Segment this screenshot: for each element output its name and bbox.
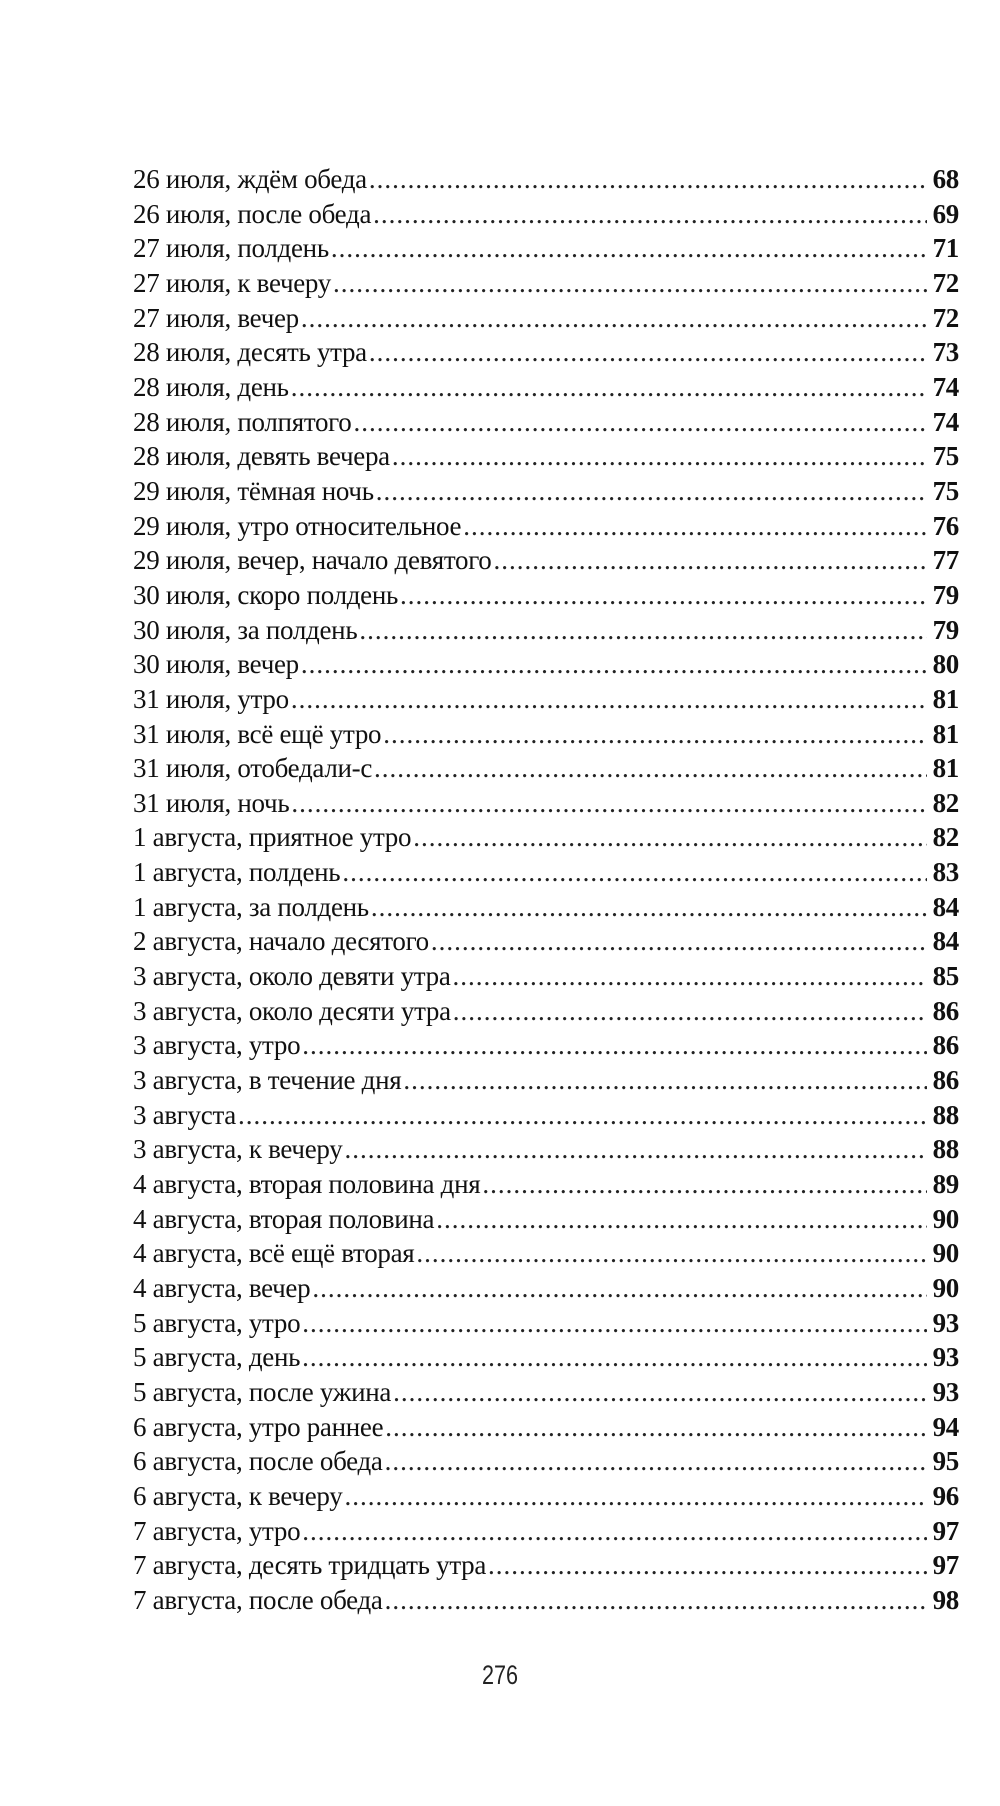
toc-entry-page: 79 [932, 614, 959, 645]
toc-entry [133, 717, 959, 752]
toc-dot-leader [376, 474, 927, 509]
toc-entry-title: 28 июля, день [133, 371, 289, 402]
toc-dot-leader [393, 1375, 927, 1410]
toc-dot-leader [488, 1548, 927, 1583]
toc-entry [133, 301, 959, 336]
toc-dot-leader [342, 855, 927, 890]
toc-entry-title: 6 августа, к вечеру [133, 1480, 343, 1511]
toc-entry-title: 3 августа [133, 1099, 236, 1130]
toc-entry [133, 1306, 959, 1341]
toc-entry-page: 72 [932, 267, 959, 298]
toc-entry-title: 5 августа, утро [133, 1307, 301, 1338]
toc-dot-leader [302, 1340, 927, 1375]
toc-dot-leader [453, 959, 927, 994]
toc-entry-page: 93 [932, 1376, 959, 1407]
toc-entry-page: 68 [932, 164, 959, 194]
toc-entry-title: 2 августа, начало десятого [133, 926, 429, 957]
toc-dot-leader [482, 1167, 927, 1202]
page-number: 276 [481, 1660, 519, 1690]
toc-entry-title: 1 августа, приятное утро [133, 822, 412, 853]
toc-entry-page: 97 [932, 1515, 959, 1546]
toc-entry [133, 1514, 959, 1549]
toc-entry-page: 90 [932, 1273, 959, 1303]
toc-entry-page: 85 [932, 961, 959, 992]
toc-entry [133, 231, 959, 266]
toc-entry-page: 86 [932, 995, 959, 1026]
toc-entry-title: 30 июля, за полдень [133, 614, 358, 645]
toc-entry [133, 1202, 959, 1237]
toc-entry-title: 6 августа, утро раннее [133, 1411, 384, 1442]
toc-entry-page: 86 [932, 1030, 959, 1061]
toc-dot-leader [291, 682, 927, 717]
toc-entry-page: 97 [932, 1550, 959, 1581]
toc-dot-leader [413, 820, 927, 855]
toc-entry-page: 82 [932, 822, 959, 853]
toc-dot-leader [385, 1583, 927, 1618]
toc-entry [133, 751, 959, 786]
toc-entry-title: 1 августа, полдень [133, 857, 341, 888]
toc-entry [133, 509, 959, 544]
toc-dot-leader [359, 613, 927, 648]
toc-entry [133, 1063, 959, 1098]
toc-entry-title: 4 августа, вторая половина дня [133, 1169, 481, 1200]
toc-entry [133, 439, 959, 474]
toc-entry-title: 3 августа, к вечеру [133, 1134, 343, 1165]
toc-entry-page: 74 [932, 371, 959, 402]
toc-dot-leader [312, 1271, 927, 1306]
toc-entry-title: 28 июля, девять вечера [133, 441, 390, 472]
toc-entry [133, 543, 959, 578]
toc-dot-leader [383, 717, 927, 752]
toc-entry-page: 94 [932, 1411, 959, 1442]
toc-entry-title: 30 июля, вечер [133, 649, 299, 680]
toc-entry-page: 84 [932, 926, 959, 957]
toc-entry-page: 75 [932, 475, 959, 506]
toc-entry-title: 3 августа, утро [133, 1030, 301, 1061]
toc-entry-page: 79 [932, 579, 959, 610]
toc-entry [133, 1028, 959, 1063]
toc-entry [133, 1410, 959, 1445]
toc-dot-leader [301, 301, 927, 336]
toc-entry-title: 3 августа, в течение дня [133, 1065, 402, 1096]
toc-entry-page: 82 [932, 787, 959, 818]
toc-entry-page: 71 [932, 233, 959, 264]
toc-entry [133, 1375, 959, 1410]
toc-entry-title: 30 июля, скоро полдень [133, 579, 399, 610]
toc-entry-title: 27 июля, вечер [133, 302, 299, 333]
toc-dot-leader [238, 1098, 927, 1133]
toc-entry [133, 959, 959, 994]
toc-entry [133, 1271, 959, 1306]
toc-entry [133, 370, 959, 405]
toc-entry [133, 578, 959, 613]
toc-entry-title: 31 июля, всё ещё утро [133, 718, 382, 749]
toc-dot-leader [431, 924, 927, 959]
toc-entry-title: 5 августа, после ужина [133, 1376, 392, 1407]
toc-entry-title: 31 июля, утро [133, 683, 289, 714]
toc-entry-title: 28 июля, полпятого [133, 406, 352, 437]
toc-entry-title: 4 августа, всё ещё вторая [133, 1238, 415, 1269]
toc-entry [133, 1340, 959, 1375]
toc-entry [133, 1583, 959, 1618]
toc-dot-leader [494, 543, 927, 578]
toc-entry-title: 4 августа, вечер [133, 1273, 311, 1303]
toc-dot-leader [400, 578, 927, 613]
toc-entry-page: 93 [932, 1342, 959, 1373]
toc-entry [133, 266, 959, 301]
toc-dot-leader [331, 231, 927, 266]
toc-entry [133, 890, 959, 925]
toc-entry-page: 98 [932, 1584, 959, 1615]
toc-entry-title: 4 августа, вторая половина [133, 1203, 435, 1234]
toc-entry-page: 75 [932, 441, 959, 472]
toc-dot-leader [353, 405, 927, 440]
toc-entry-page: 96 [932, 1480, 959, 1511]
toc-entry [133, 162, 959, 197]
toc-entry-page: 76 [932, 510, 959, 541]
toc-entry [133, 820, 959, 855]
toc-entry-page: 77 [932, 545, 959, 576]
toc-entry-page: 95 [932, 1446, 959, 1477]
toc-entry-page: 89 [932, 1169, 959, 1200]
toc-entry-title: 6 августа, после обеда [133, 1446, 383, 1477]
toc-entry [133, 1098, 959, 1133]
toc-entry-page: 90 [932, 1238, 959, 1269]
toc-entry-title: 3 августа, около девяти утра [133, 961, 451, 992]
toc-dot-leader [344, 1479, 927, 1514]
toc-dot-leader [301, 647, 927, 682]
toc-entry-page: 84 [932, 891, 959, 922]
toc-dot-leader [374, 751, 927, 786]
toc-entry [133, 1444, 959, 1479]
toc-dot-leader [291, 786, 927, 821]
toc-dot-leader [392, 439, 927, 474]
toc-entry-page: 88 [932, 1099, 959, 1130]
toc-entry-title: 1 августа, за полдень [133, 891, 369, 922]
toc-entry [133, 335, 959, 370]
toc-entry-title: 7 августа, утро [133, 1515, 301, 1546]
toc-dot-leader [463, 509, 927, 544]
toc-dot-leader [373, 197, 927, 232]
toc-dot-leader [344, 1132, 927, 1167]
toc-entry-title: 29 июля, тёмная ночь [133, 475, 374, 506]
toc-entry [133, 405, 959, 440]
toc-entry [133, 613, 959, 648]
toc-dot-leader [369, 335, 927, 370]
toc-entry-title: 7 августа, после обеда [133, 1584, 383, 1615]
toc-entry [133, 197, 959, 232]
toc-entry [133, 786, 959, 821]
toc-entry [133, 1548, 959, 1583]
toc-dot-leader [436, 1202, 927, 1237]
toc-entry-title: 31 июля, ночь [133, 787, 290, 818]
toc-entry-title: 27 июля, к вечеру [133, 267, 331, 298]
toc-entry-page: 80 [932, 649, 959, 680]
toc-entry-page: 69 [932, 198, 959, 229]
toc-entry-title: 26 июля, после обеда [133, 198, 372, 229]
toc-dot-leader [333, 266, 927, 301]
toc-entry [133, 1132, 959, 1167]
toc-entry-page: 93 [932, 1307, 959, 1338]
toc-entry [133, 647, 959, 682]
toc-entry-page: 88 [932, 1134, 959, 1165]
toc-entry-title: 31 июля, отобедали-с [133, 753, 373, 784]
toc-dot-leader [371, 890, 927, 925]
toc-dot-leader [302, 1306, 927, 1341]
toc-entry-page: 81 [932, 753, 959, 784]
toc-entry [133, 474, 959, 509]
toc-entry-title: 29 июля, утро относительное [133, 510, 462, 541]
toc-entry-title: 3 августа, около десяти утра [133, 995, 451, 1026]
toc-entry-title: 29 июля, вечер, начало девятого [133, 545, 492, 576]
toc-entry [133, 855, 959, 890]
toc-entry-page: 81 [932, 718, 959, 749]
toc-entry-page: 86 [932, 1065, 959, 1096]
toc-entry [133, 1479, 959, 1514]
table-of-contents [133, 162, 959, 1618]
toc-entry [133, 924, 959, 959]
toc-dot-leader [302, 1028, 927, 1063]
toc-entry [133, 1236, 959, 1271]
toc-entry-title: 28 июля, десять утра [133, 337, 367, 368]
toc-dot-leader [291, 370, 927, 405]
toc-dot-leader [416, 1236, 927, 1271]
toc-entry [133, 994, 959, 1029]
toc-dot-leader [369, 162, 927, 197]
toc-entry [133, 682, 959, 717]
toc-entry-page: 73 [932, 337, 959, 368]
toc-entry-title: 27 июля, полдень [133, 233, 329, 264]
toc-entry-title: 26 июля, ждём обеда [133, 164, 367, 194]
toc-dot-leader [385, 1444, 927, 1479]
toc-entry-page: 81 [932, 683, 959, 714]
toc-dot-leader [302, 1514, 927, 1549]
toc-entry-page: 74 [932, 406, 959, 437]
toc-entry-page: 72 [932, 302, 959, 333]
toc-entry-page: 90 [932, 1203, 959, 1234]
toc-entry-page: 83 [932, 857, 959, 888]
toc-entry-title: 7 августа, десять тридцать утра [133, 1550, 487, 1581]
toc-dot-leader [453, 994, 927, 1029]
toc-dot-leader [403, 1063, 927, 1098]
toc-entry [133, 1167, 959, 1202]
toc-entry-title: 5 августа, день [133, 1342, 301, 1373]
toc-dot-leader [385, 1410, 927, 1445]
